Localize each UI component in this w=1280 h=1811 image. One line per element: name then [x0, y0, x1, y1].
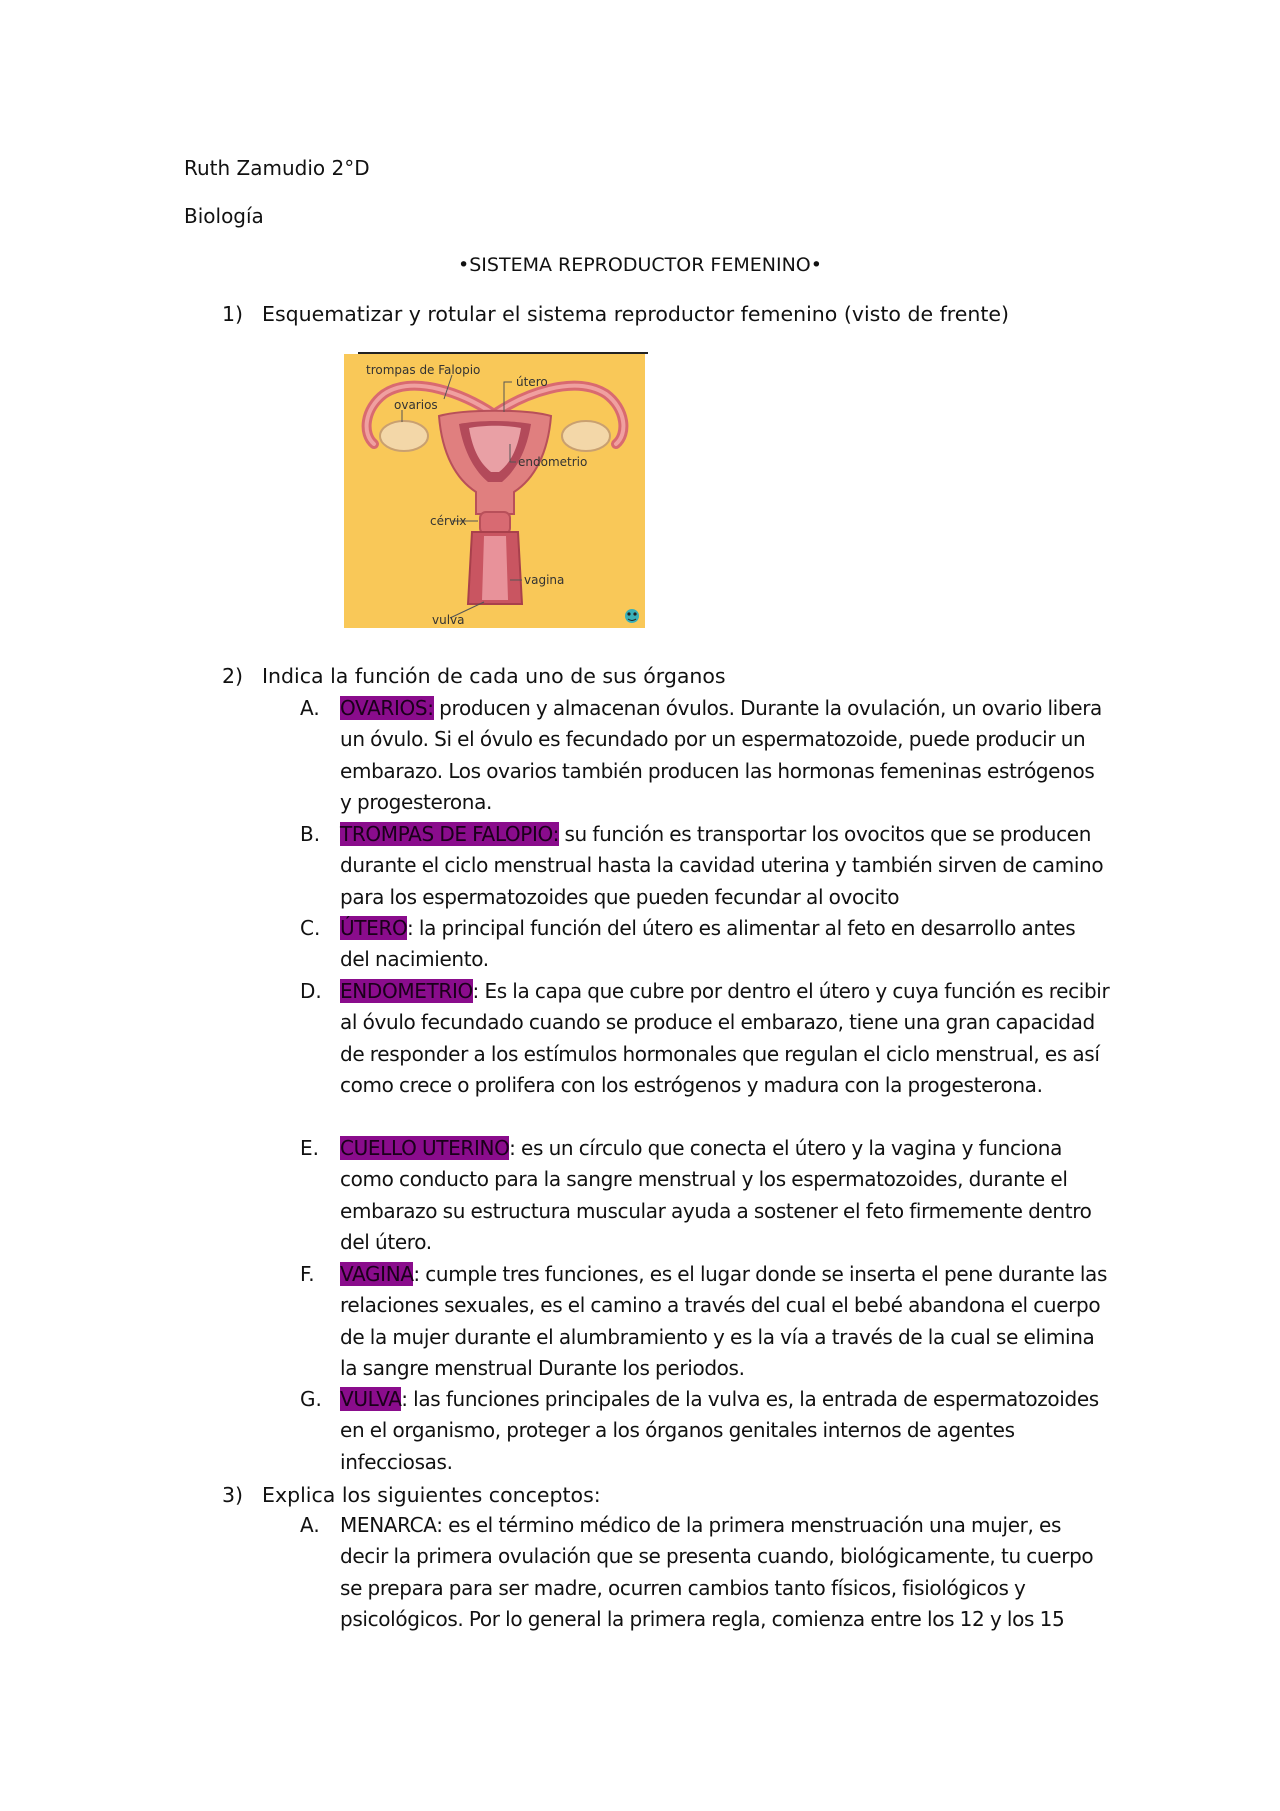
list-letter: C. [300, 916, 321, 940]
highlighted-term: VAGINA [340, 1262, 414, 1286]
list-item-body [340, 819, 1110, 913]
highlighted-term: OVARIOS: [340, 696, 434, 720]
highlighted-term: ENDOMETRIO [340, 979, 473, 1003]
list-item-body [340, 913, 1110, 976]
item-text: : es un círculo que conecta el útero y la vagina y funciona como conducto para la sangre menstrual y los espermatozoides, durante el embarazo su estructura muscular ayuda a sostener el feto firmemente dentro del útero. [340, 1136, 1092, 1255]
question-3-text: Explica los siguientes conceptos: [262, 1483, 601, 1507]
question-2-number: 2) [222, 664, 244, 688]
label-cervix: cérvix [430, 514, 467, 528]
highlighted-term: ÚTERO [340, 916, 408, 940]
item-text: : Es la capa que cubre por dentro el útero y cuya función es recibir al óvulo fecundado cuando se produce el embarazo, tiene una gran capacidad de responder a los estímulos hormonales que regulan el ciclo menstrual, es así como crece o prolifera con los estrógenos y madura con la progesterona. [340, 979, 1110, 1098]
highlighted-term: VULVA [340, 1387, 402, 1411]
list-item-body [340, 976, 1110, 1102]
list-item-body [340, 1510, 1110, 1636]
list-letter: A. [300, 1513, 320, 1537]
question-2-text: Indica la función de cada uno de sus órganos [262, 664, 726, 688]
question-1-text: Esquematizar y rotular el sistema reproductor femenino (visto de frente) [262, 302, 1010, 326]
list-item-body [340, 1384, 1110, 1478]
label-endometrio: endometrio [518, 455, 588, 469]
item-text: : es el término médico de la primera menstruación una mujer, es decir la primera ovulación que se presenta cuando, biológicamente, tu cuerpo se prepara para ser madre, ocurren cambios tanto físicos, fisiológicos y psicológicos. Por lo general la primera regla, comienza entre los 12 y los 15 [340, 1513, 1094, 1632]
list-letter: G. [300, 1387, 322, 1411]
item-text: : cumple tres funciones, es el lugar donde se inserta el pene durante las relaciones sexuales, es el camino a través del cual el bebé abandona el cuerpo de la mujer durante el alumbramiento y es la vía a través de la cual se elimina la sangre menstrual Durante los periodos. [340, 1262, 1108, 1381]
author-line: Ruth Zamudio 2°D [184, 156, 370, 180]
highlighted-term: CUELLO UTERINO [340, 1136, 510, 1160]
question-3-number: 3) [222, 1483, 244, 1507]
label-vagina: vagina [524, 573, 565, 587]
item-text: : la principal función del útero es alimentar al feto en desarrollo antes del nacimiento. [340, 916, 1076, 972]
document-title: •SISTEMA REPRODUCTOR FEMENINO• [458, 254, 822, 276]
label-ovarios: ovarios [394, 398, 438, 412]
reproductive-system-diagram [344, 354, 645, 628]
item-text: producen y almacenan óvulos. Durante la ovulación, un ovario libera un óvulo. Si el óvulo es fecundado por un espermatozoide, puede producir un embarazo. Los ovarios también producen las hormonas femeninas estrógenos y progesterona. [340, 696, 1102, 815]
subject-line: Biología [184, 204, 264, 228]
label-vulva: vulva [432, 613, 465, 627]
list-item-body [340, 1259, 1110, 1385]
item-text: : las funciones principales de la vulva es, la entrada de espermatozoides en el organismo, proteger a los órganos genitales internos de agentes infecciosas. [340, 1387, 1099, 1474]
list-letter: E. [300, 1136, 319, 1160]
label-utero: útero [516, 375, 548, 389]
list-item-body [340, 693, 1110, 819]
list-item-body [340, 1133, 1110, 1259]
question-1-number: 1) [222, 302, 244, 326]
item-text: su función es transportar los ovocitos que se producen durante el ciclo menstrual hasta la cavidad uterina y también sirven de camino para los espermatozoides que pueden fecundar al ovocito [340, 822, 1104, 909]
label-trompas: trompas de Falopio [366, 363, 481, 377]
list-letter: F. [300, 1262, 315, 1286]
list-letter: B. [300, 822, 321, 846]
item-term: MENARCA [340, 1513, 437, 1537]
list-letter: D. [300, 979, 322, 1003]
highlighted-term: TROMPAS DE FALOPIO: [340, 822, 559, 846]
mascot-icon [625, 609, 639, 623]
list-letter: A. [300, 696, 320, 720]
